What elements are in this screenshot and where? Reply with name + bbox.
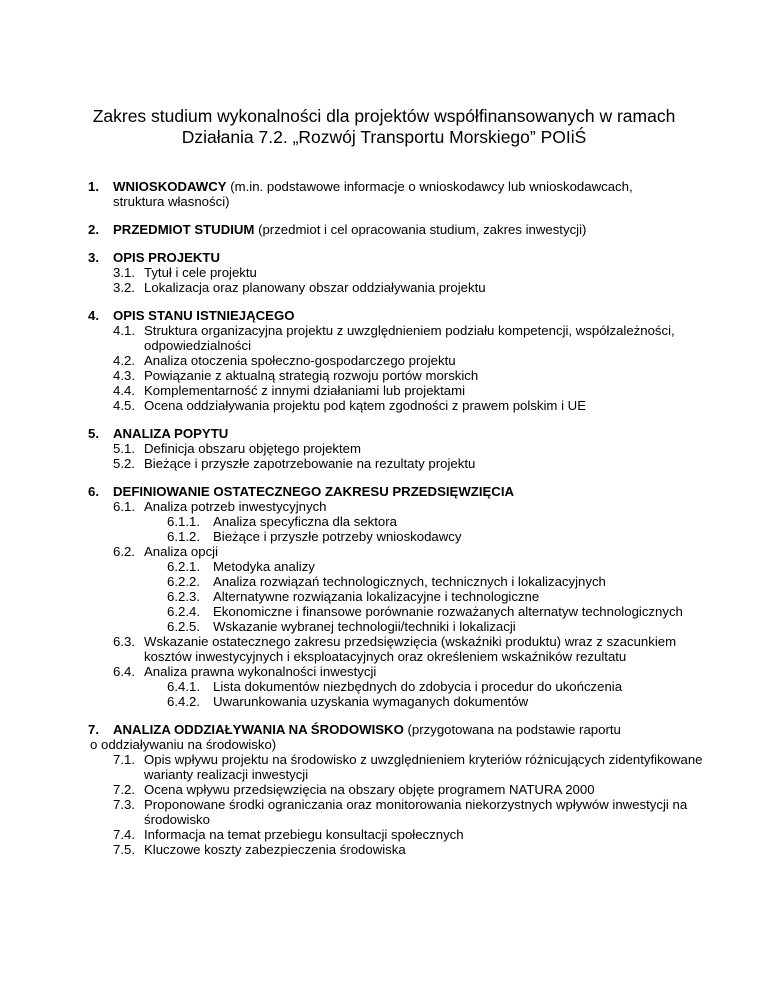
list-subitem: 6.2.1. Metodyka analizy — [167, 559, 315, 574]
section-6 — [90, 484, 710, 709]
list-subitem: 6.1.1. Analiza specyficzna dla sektora — [167, 514, 397, 529]
list-item: 4.2. Analiza otoczenia społeczno-gospodarczego projektu — [113, 353, 456, 368]
list-item: 6.1. Analiza potrzeb inwestycyjnych — [113, 499, 327, 514]
title-line-1: Zakres studium wykonalności dla projektów współfinansowanych w ramach — [92, 106, 676, 126]
section-heading: OPIS STANU ISTNIEJĄCEGO — [113, 308, 295, 323]
section-number: 3. — [88, 250, 99, 265]
list-subitem: 6.2.2. Analiza rozwiązań technologicznych, technicznych i lokalizacyjnych — [167, 574, 606, 589]
list-subitem: 6.2.5. Wskazanie wybranej technologii/techniki i lokalizacji — [167, 619, 516, 634]
list-subitem: 6.2.4. Ekonomiczne i finansowe porównanie rozważanych alternatyw technologicznych — [167, 604, 683, 619]
section-2 — [90, 222, 710, 237]
section-heading: ANALIZA POPYTU — [113, 426, 229, 441]
list-item: 5.2. Bieżące i przyszłe zapotrzebowanie na rezultaty projektu — [113, 456, 476, 471]
section-heading: WNIOSKODAWCY — [113, 179, 227, 194]
list-item: 5.1. Definicja obszaru objętego projektem — [113, 441, 361, 456]
section-number: 7. — [88, 722, 99, 737]
list-item: 7.2. Ocena wpływu przedsięwzięcia na obszary objęte programem NATURA 2000 — [113, 782, 595, 797]
list-subitem: 6.4.1. Lista dokumentów niezbędnych do zdobycia i procedur do ukończenia — [167, 679, 623, 694]
section-number: 6. — [88, 484, 99, 499]
section-3 — [90, 250, 710, 295]
list-item: 4.3. Powiązanie z aktualną strategią rozwoju portów morskich — [113, 368, 479, 383]
section-number: 5. — [88, 426, 99, 441]
section-number: 1. — [88, 179, 99, 194]
section-number: 4. — [88, 308, 99, 323]
list-item: 6.3. Wskazanie ostatecznego zakresu przedsięwzięcia (wskaźniki produktu) wraz z szacunkiem kosztów inwestycyjnych i eksploatacyjnych oraz określeniem wskaźników rezultatu — [113, 634, 677, 664]
section-4 — [90, 308, 710, 413]
list-subitem: 6.4.2. Uwarunkowania uzyskania wymaganych dokumentów — [167, 694, 529, 709]
list-item: 4.4. Komplementarność z innymi działaniami lub projektami — [113, 383, 466, 398]
list-item: 7.3. Proponowane środki ograniczania oraz monitorowania niekorzystnych wpływów inwestycji na środowisko — [113, 797, 688, 827]
section-5 — [90, 426, 710, 471]
list-item: 3.2. Lokalizacja oraz planowany obszar oddziaływania projektu — [113, 280, 486, 295]
list-item: 7.4. Informacja na temat przebiegu konsultacji społecznych — [113, 827, 464, 842]
section-heading: DEFINIOWANIE OSTATECZNEGO ZAKRESU PRZEDSIĘWZIĘCIA — [113, 484, 515, 499]
list-item: 7.1. Opis wpływu projektu na środowisko z uwzględnieniem kryteriów różnicujących zidentyfikowane warianty realizacji inwestycji — [113, 752, 703, 782]
list-item: 4.5. Ocena oddziaływania projektu pod kątem zgodności z prawem polskim i UE — [113, 398, 586, 413]
section-heading: ANALIZA ODDZIAŁYWANIA NA ŚRODOWISKO — [113, 722, 404, 737]
section-heading: OPIS PROJEKTU — [113, 250, 220, 265]
section-list — [90, 179, 710, 870]
section-description: (przedmiot i cel opracowania studium, zakres inwestycji) — [254, 222, 587, 237]
list-item: 3.1. Tytuł i cele projektu — [113, 265, 257, 280]
list-item: 4.1. Struktura organizacyjna projektu z uwzględnieniem podziału kompetencji, współzależności, odpowiedzialności — [113, 323, 675, 353]
list-subitem: 6.2.3. Alternatywne rozwiązania lokalizacyjne i technologiczne — [167, 589, 540, 604]
list-item: 6.4. Analiza prawna wykonalności inwestycji — [113, 664, 377, 679]
list-item: 6.2. Analiza opcji — [113, 544, 219, 559]
title-line-2: Działania 7.2. „Rozwój Transportu Morskiego” POIiŚ — [181, 127, 587, 147]
section-description: (m.in. podstawowe informacje o wnioskodawcy lub wnioskodawcach, — [226, 179, 633, 194]
list-item: 7.5. Kluczowe koszty zabezpieczenia środowiska — [113, 842, 406, 857]
section-7 — [90, 722, 710, 857]
section-description-cont: o oddziaływaniu na środowisko) — [90, 737, 277, 752]
document-title — [40, 106, 728, 148]
section-description: (przygotowana na podstawie raportu — [403, 722, 621, 737]
section-description-cont: struktura własności) — [113, 194, 230, 209]
list-subitem: 6.1.2. Bieżące i przyszłe potrzeby wnioskodawcy — [167, 529, 462, 544]
section-1 — [90, 179, 710, 209]
section-number: 2. — [88, 222, 99, 237]
section-heading: PRZEDMIOT STUDIUM — [113, 222, 255, 237]
